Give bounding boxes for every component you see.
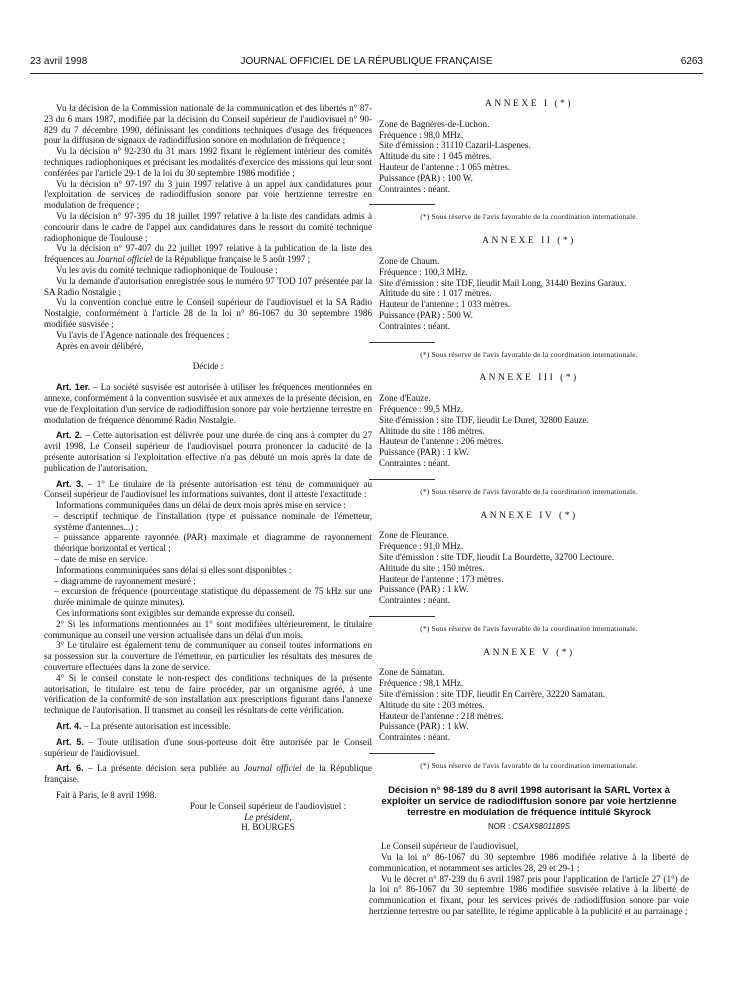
article-3-paragraph: 2° Si les informations mentionnées au 1° sont modifiées ultérieurement, le titulaire communique au conseil une version actualisée dans un délai d'un mois.: [44, 618, 372, 640]
article-3-paragraph: 3° Le titulaire est également tenu de communiquer au conseil toutes informations en sa possession sur la couverture de l'émetteur, en particulier les résultats des mesures de couverture effectuées dans la zone de service.: [44, 640, 372, 673]
considerant: Vu la décision n° 97-197 du 3 juin 1997 relative à un appel aux candidatures pour l'exploitation de services de radiodiffusion sonore par voie hertzienne terrestre en modulation de fréquence ;: [44, 178, 372, 211]
article-1: Art. 1er. – La société susvisée est autorisée à utiliser les fréquences mentionnées en annexe, conformément à la convention susvisée et aux annexes de la présente décision, en vue de l'exploitation d'un service de radiodiffusion sonore par voie hertzienne terrestre en modulation de fréquence dénommé Radio Nostalgie.: [44, 382, 372, 425]
info-list: [44, 576, 372, 608]
annex-line: Contraintes : néant.: [379, 320, 450, 331]
annex-line: Zone de Samatan.: [379, 667, 445, 678]
annex-line: Fréquence : 100,3 MHz.: [379, 266, 468, 277]
annex-line: Contraintes : néant.: [379, 595, 450, 606]
annex-line: Puissance (PAR) : 1 kW.: [379, 721, 469, 732]
annex-line: Fréquence : 99,5 MHz.: [379, 403, 464, 414]
annex-title: ANNEXE I (*): [484, 99, 574, 109]
considerant: Vu la décision n° 97-395 du 18 juillet 1997 relative à la liste des candidats admis à concourir dans le cadre de l'appel aux candidatures dans le ressort du comité technique radiophonique de Toulouse ;: [44, 210, 372, 243]
annex-line: Zone de Chaum.: [379, 255, 440, 266]
annex-line: Fréquence : 98,1 MHz.: [379, 678, 464, 689]
considerant: Vu la demande d'autorisation enregistrée sous le numéro 97 TOD 107 présentée par la SA Radio Nostalgie ;: [44, 275, 372, 297]
signature-name: H. BOURGES: [241, 822, 295, 833]
considerant: Vu l'avis de l'Agence nationale des fréquences ;: [56, 329, 230, 340]
annex-body: [369, 667, 689, 743]
annex-block: [369, 648, 689, 772]
footnote: (*) Sous réserve de l'avis favorable de la coordination internationale.: [420, 486, 638, 496]
annex-body: [369, 119, 689, 195]
annex-body: [369, 256, 689, 332]
footnote: (*) Sous réserve de l'avis favorable de la coordination internationale.: [420, 349, 638, 359]
annex-line: Altitude du site : 186 mètres.: [379, 425, 485, 436]
info-paragraph: Ces informations sont exigibles sur demande expresse du conseil.: [56, 608, 295, 619]
annex-line: Altitude du site : 1 045 mètres.: [379, 151, 492, 162]
considerant: Après en avoir délibéré,: [56, 340, 144, 351]
footnote: (*) Sous réserve de l'avis favorable de la coordination internationale.: [420, 212, 638, 222]
annex-line: Hauteur de l'antenne : 218 mètres.: [379, 710, 504, 721]
article-3: Art. 3. – 1° Le titulaire de la présente autorisation est tenu de communiquer au Conseil supérieur de l'audiovisuel les informations suivantes, dont il atteste l'exactitude :: [44, 478, 372, 500]
footnote-rule: [369, 479, 435, 480]
annex-title: ANNEXE III (*): [479, 373, 579, 384]
signature-for: Pour le Conseil supérieur de l'audiovisuel :: [189, 800, 347, 811]
annex-line: Hauteur de l'antenne : 1 065 mètres.: [379, 161, 511, 172]
article-6: Art. 6. – La présente décision sera publiée au Journal officiel de la République française.: [44, 763, 372, 785]
decision-paragraph: Vu le décret n° 87-239 du 6 avril 1987 pris pour l'application de l'article 27 (1°) de la loi n° 86-1067 du 30 septembre 1986 modifiée susvisée relative à la liberté de communication et fixant, pour les services privés de radiodiffusion sonore par voie hertzienne terrestre ou par satellite, le régime applicable à la publicité et au parrainage ;: [369, 873, 689, 917]
signature-title: Le président,: [244, 811, 292, 822]
footnote: (*) Sous réserve de l'avis favorable de la coordination internationale.: [420, 623, 638, 633]
nor-reference: NOR : CSAX9801189S: [487, 822, 571, 832]
annex-line: Fréquence : 91,0 MHz.: [379, 541, 464, 552]
annex-line: Altitude du site : 203 mètres.: [379, 699, 485, 710]
annex-title: ANNEXE II (*): [482, 236, 576, 247]
annex-line: Zone de Bagnères-de-Luchon.: [379, 118, 490, 129]
nor-code: CSAX9801189S: [512, 822, 571, 832]
annex-line: Hauteur de l'antenne : 1 033 mètres.: [379, 299, 511, 310]
page-header: [30, 56, 703, 70]
header-rule: [30, 73, 703, 74]
annex-line: Site d'émission : site TDF, lieudit En Carrère, 32220 Samatan.: [379, 689, 606, 700]
annex-line: Puissance (PAR) : 1 kW.: [379, 584, 469, 595]
annex-line: Site d'émission : site TDF, lieudit La Bourdette, 32700 Lectoure.: [379, 551, 615, 562]
footnote: (*) Sous réserve de l'avis favorable de la coordination internationale.: [420, 761, 638, 771]
annex-body: [369, 393, 689, 469]
annex-line: Zone de Fleurance.: [379, 530, 449, 541]
annex-line: Site d'émission : 31110 Cazaril-Laspenes.: [379, 140, 531, 151]
annex-body: [369, 530, 689, 606]
annex-line: Contraintes : néant.: [379, 183, 450, 194]
decision-title: Décision n° 98-189 du 8 avril 1998 autorisant la SARL Vortex à exploiter un service de radiodiffusion sonore par voie hertzienne terrestre en modulation de fréquence intitulé Skyrock: [381, 784, 677, 819]
annex-block: [369, 511, 689, 635]
annex-title: ANNEXE IV (*): [480, 510, 578, 521]
annex-line: Altitude du site : 1 017 mètres.: [379, 288, 492, 299]
annex-line: Puissance (PAR) : 1 kW.: [379, 447, 469, 458]
footnote-rule: [369, 753, 435, 754]
signature-date: Fait à Paris, le 8 avril 1998.: [56, 790, 157, 801]
journal-title: JOURNAL OFFICIEL DE LA RÉPUBLIQUE FRANÇAISE: [240, 56, 493, 67]
annex-line: Fréquence : 98,0 MHz.: [379, 129, 464, 140]
list-item: – date de mise en service.: [54, 554, 148, 565]
annex-line: Contraintes : néant.: [379, 457, 450, 468]
annex-line: Zone d'Eauze.: [379, 393, 431, 404]
article-3-paragraph: 4° Si le conseil constate le non-respect des conditions techniques de la présente autorisation, le titulaire est tenu de faire procéder, par un organisme agréé, à une vérification de la conformité de son installation aux prescriptions figurant dans l'annexe technique de l'autorisation. Il transmet au conseil les résultats de cette vérification.: [44, 672, 372, 716]
article-2: Art. 2. – Cette autorisation est délivrée pour une durée de cinq ans à compter du 27 avril 1998. Le Conseil supérieur de l'audiovisuel pourra prononcer la caducité de la présente autorisation si l'exploitation effective n'a pas débuté un mois après la date de publication de l'autorisation.: [44, 430, 372, 473]
footnote-rule: [369, 204, 435, 205]
page-number: 6263: [680, 56, 703, 67]
footnote-rule: [369, 342, 435, 343]
annex-block: [369, 236, 689, 360]
publication-date: 23 avril 1998: [30, 56, 88, 67]
annex-block: [369, 373, 689, 497]
info-paragraph: Informations communiquées sans délai si elles sont disponibles :: [56, 564, 292, 575]
annex-line: Puissance (PAR) : 100 W.: [379, 172, 473, 183]
considerant: Vu la convention conclue entre le Conseil supérieur de l'audiovisuel et la SA Radio Nostalgie, conformément à l'article 28 de la loi n° 86-1067 du 30 septembre 1986 modifiée susvisée ;: [44, 297, 372, 329]
article-5: Art. 5. – Toute utilisation d'une sous-porteuse doit être autorisée par le Conseil supérieur de l'audiovisuel.: [44, 736, 372, 758]
footnote-rule: [369, 616, 435, 617]
annex-block: [369, 99, 689, 223]
info-paragraph: Informations communiquées dans un délai de deux mois après mise en service :: [56, 500, 346, 511]
list-item: – descriptif technique de l'installation (type et puissance nominale de l'émetteur, système d'antennes...) ;: [54, 510, 372, 532]
list-item: – puissance apparente rayonnée (PAR) maximale et diagramme de rayonnement théorique horizontal et vertical ;: [54, 532, 372, 554]
list-item: – excursion de fréquence (pourcentage statistique du dépassement de 75 kHz sur une durée minimale de quinze minutes).: [54, 586, 372, 608]
decision-paragraph: Vu la loi n° 86-1067 du 30 septembre 1986 modifiée relative à la liberté de communication, et notamment ses articles 28, 29 et 29-1 ;: [369, 852, 689, 873]
decide-heading: Décide :: [192, 361, 224, 372]
decision-paragraph: Le Conseil supérieur de l'audiovisuel,: [381, 841, 519, 852]
list-item: – diagramme de rayonnement mesuré ;: [54, 575, 196, 586]
left-column: [44, 103, 372, 833]
considerant: Vu les avis du comité technique radiophonique de Toulouse ;: [56, 264, 278, 275]
considerant: Vu la décision n° 97-407 du 22 juillet 1997 relative à la publication de la liste des fréquences au Journal officiel de la République française le 5 août 1997 ;: [44, 243, 372, 265]
right-column: [369, 99, 689, 917]
considerant: Vu la décision de la Commission nationale de la communication et des libertés n° 87-23 du 6 mars 1987, modifiée par la décision du Conseil supérieur de l'audiovisuel n° 90-829 du 7 décembre 1990, définissant les conditions techniques d'usage des fréquences pour la diffusion de signaux de radiodiffusion sonore en modulation de fréquence ;: [44, 103, 372, 146]
annex-line: Hauteur de l'antenne : 206 mètres.: [379, 436, 504, 447]
article-4: Art. 4. – La présente autorisation est incessible.: [56, 721, 231, 732]
annex-line: Hauteur de l'antenne : 173 mètres.: [379, 573, 504, 584]
annex-line: Contraintes : néant.: [379, 732, 450, 743]
annex-title: ANNEXE V (*): [483, 647, 575, 658]
considerant: Vu la décision n° 92-230 du 31 mars 1992 fixant le règlement intérieur des comités techniques radiophoniques et précisant les modalités d'exercice des missions qui leur sont conférées par l'article 29-1 de la loi du 30 septembre 1986 modifiée ;: [44, 146, 372, 178]
annex-line: Site d'émission : site TDF, lieudit Mail Long, 31440 Bezins Garaux.: [379, 277, 627, 288]
annex-line: Puissance (PAR) : 500 W.: [379, 309, 473, 320]
info-list: [44, 511, 372, 565]
annex-line: Site d'émission : site TDF, lieudit Le Duret, 32800 Eauze.: [379, 414, 589, 425]
annex-line: Altitude du site : 150 mètres.: [379, 562, 485, 573]
